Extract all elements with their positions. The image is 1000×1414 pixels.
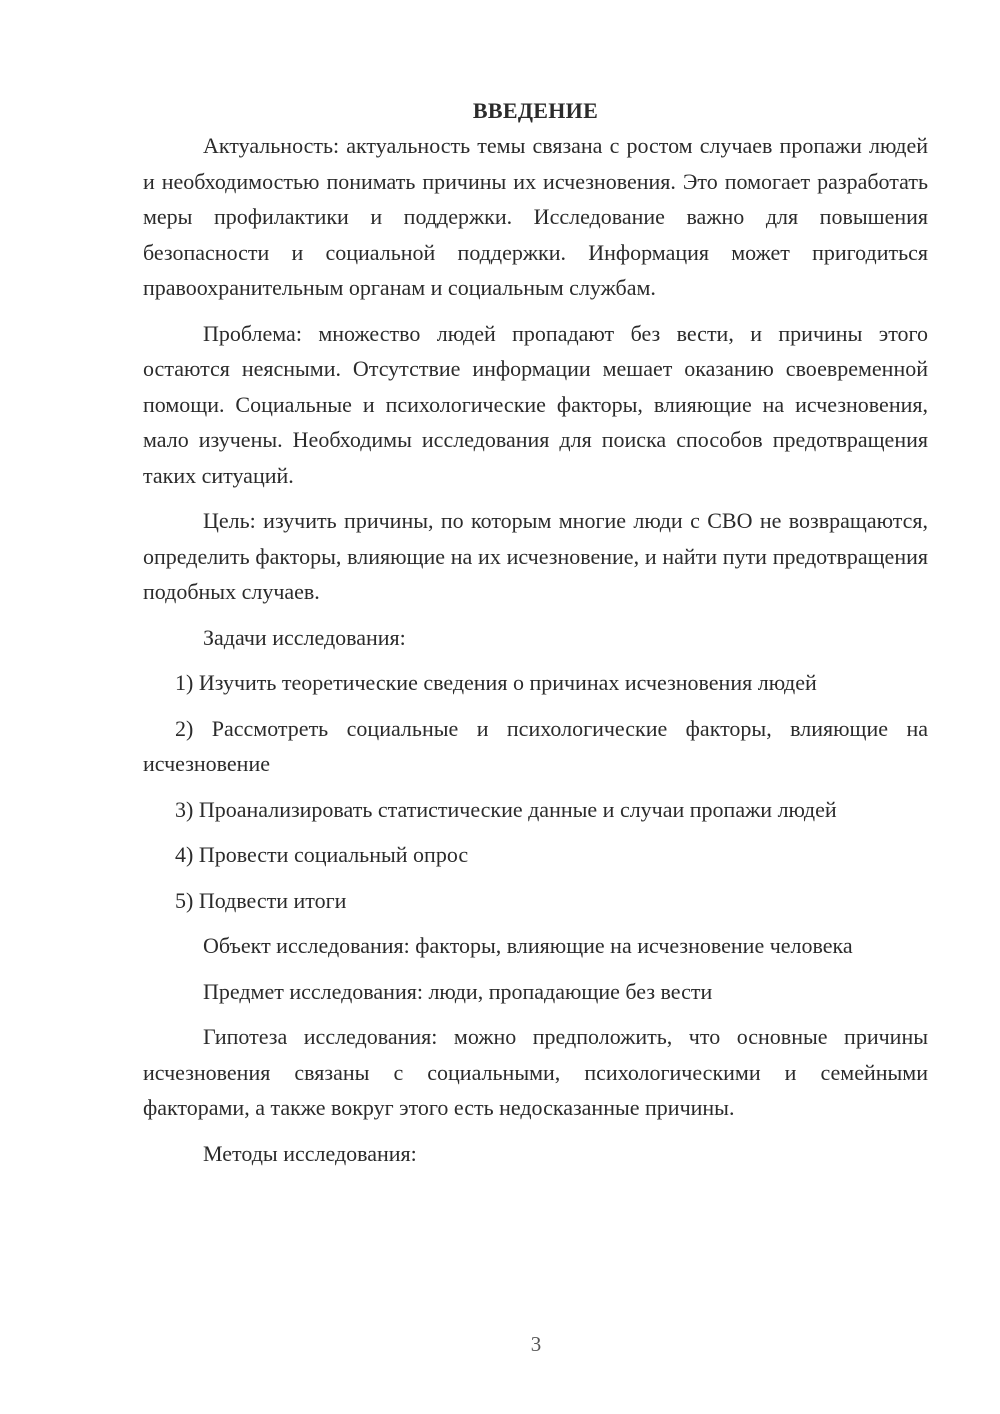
list-item: 1) Изучить теоретические сведения о причинах исчезновения людей [175,670,817,695]
paragraph-object: Объект исследования: факторы, влияющие на исчезновение человека [203,933,853,958]
paragraph-hypothesis: Гипотеза исследования: можно предположить, что основные причины исчезновения связаны с социальными, психологическими и семейными факторами, а также вокруг этого есть недосказанные причины. [143,1024,928,1120]
tasks-list [143,665,928,918]
page-number: 3 [530,1332,542,1356]
paragraph-methods: Методы исследования: [203,1140,417,1166]
paragraph-problem: Проблема: множество людей пропадают без вести, и причины этого остаются неясными. Отсутствие информации мешает оказанию своевременной помощи. Социальные и психологические факторы, влияющие на исчезновения, мало изучены. Необходимы исследования для поиска способов предотвращения таких ситуаций. [143,320,928,488]
paragraph-tasks-heading: Задачи исследования: [203,624,406,650]
list-item: 5) Подвести итоги [175,887,347,913]
list-item: 2) Рассмотреть социальные и психологические факторы, влияющие на исчезновение [143,715,928,776]
list-item: 3) Проанализировать статистические данные и случаи пропажи людей [175,796,837,822]
list-item: 4) Провести социальный опрос [175,842,469,867]
document-page [143,93,928,1181]
document-title: ВВЕДЕНИЕ [472,98,599,123]
paragraph-subject: Предмет исследования: люди, пропадающие без вести [203,978,713,1004]
paragraph-relevance: Актуальность: актуальность темы связана с ростом случаев пропажи людей и необходимостью понимать причины их исчезновения. Это помогает разработать меры профилактики и поддержки. Исследование важно для повышения безопасности и социальной поддержки. Информация может пригодиться правоохранительным органам и социальным службам. [143,133,928,300]
paragraph-goal: Цель: изучить причины, по которым многие люди с СВО не возвращаются, определить факторы, влияющие на их исчезновение, и найти пути предотвращения подобных случаев. [143,508,928,604]
